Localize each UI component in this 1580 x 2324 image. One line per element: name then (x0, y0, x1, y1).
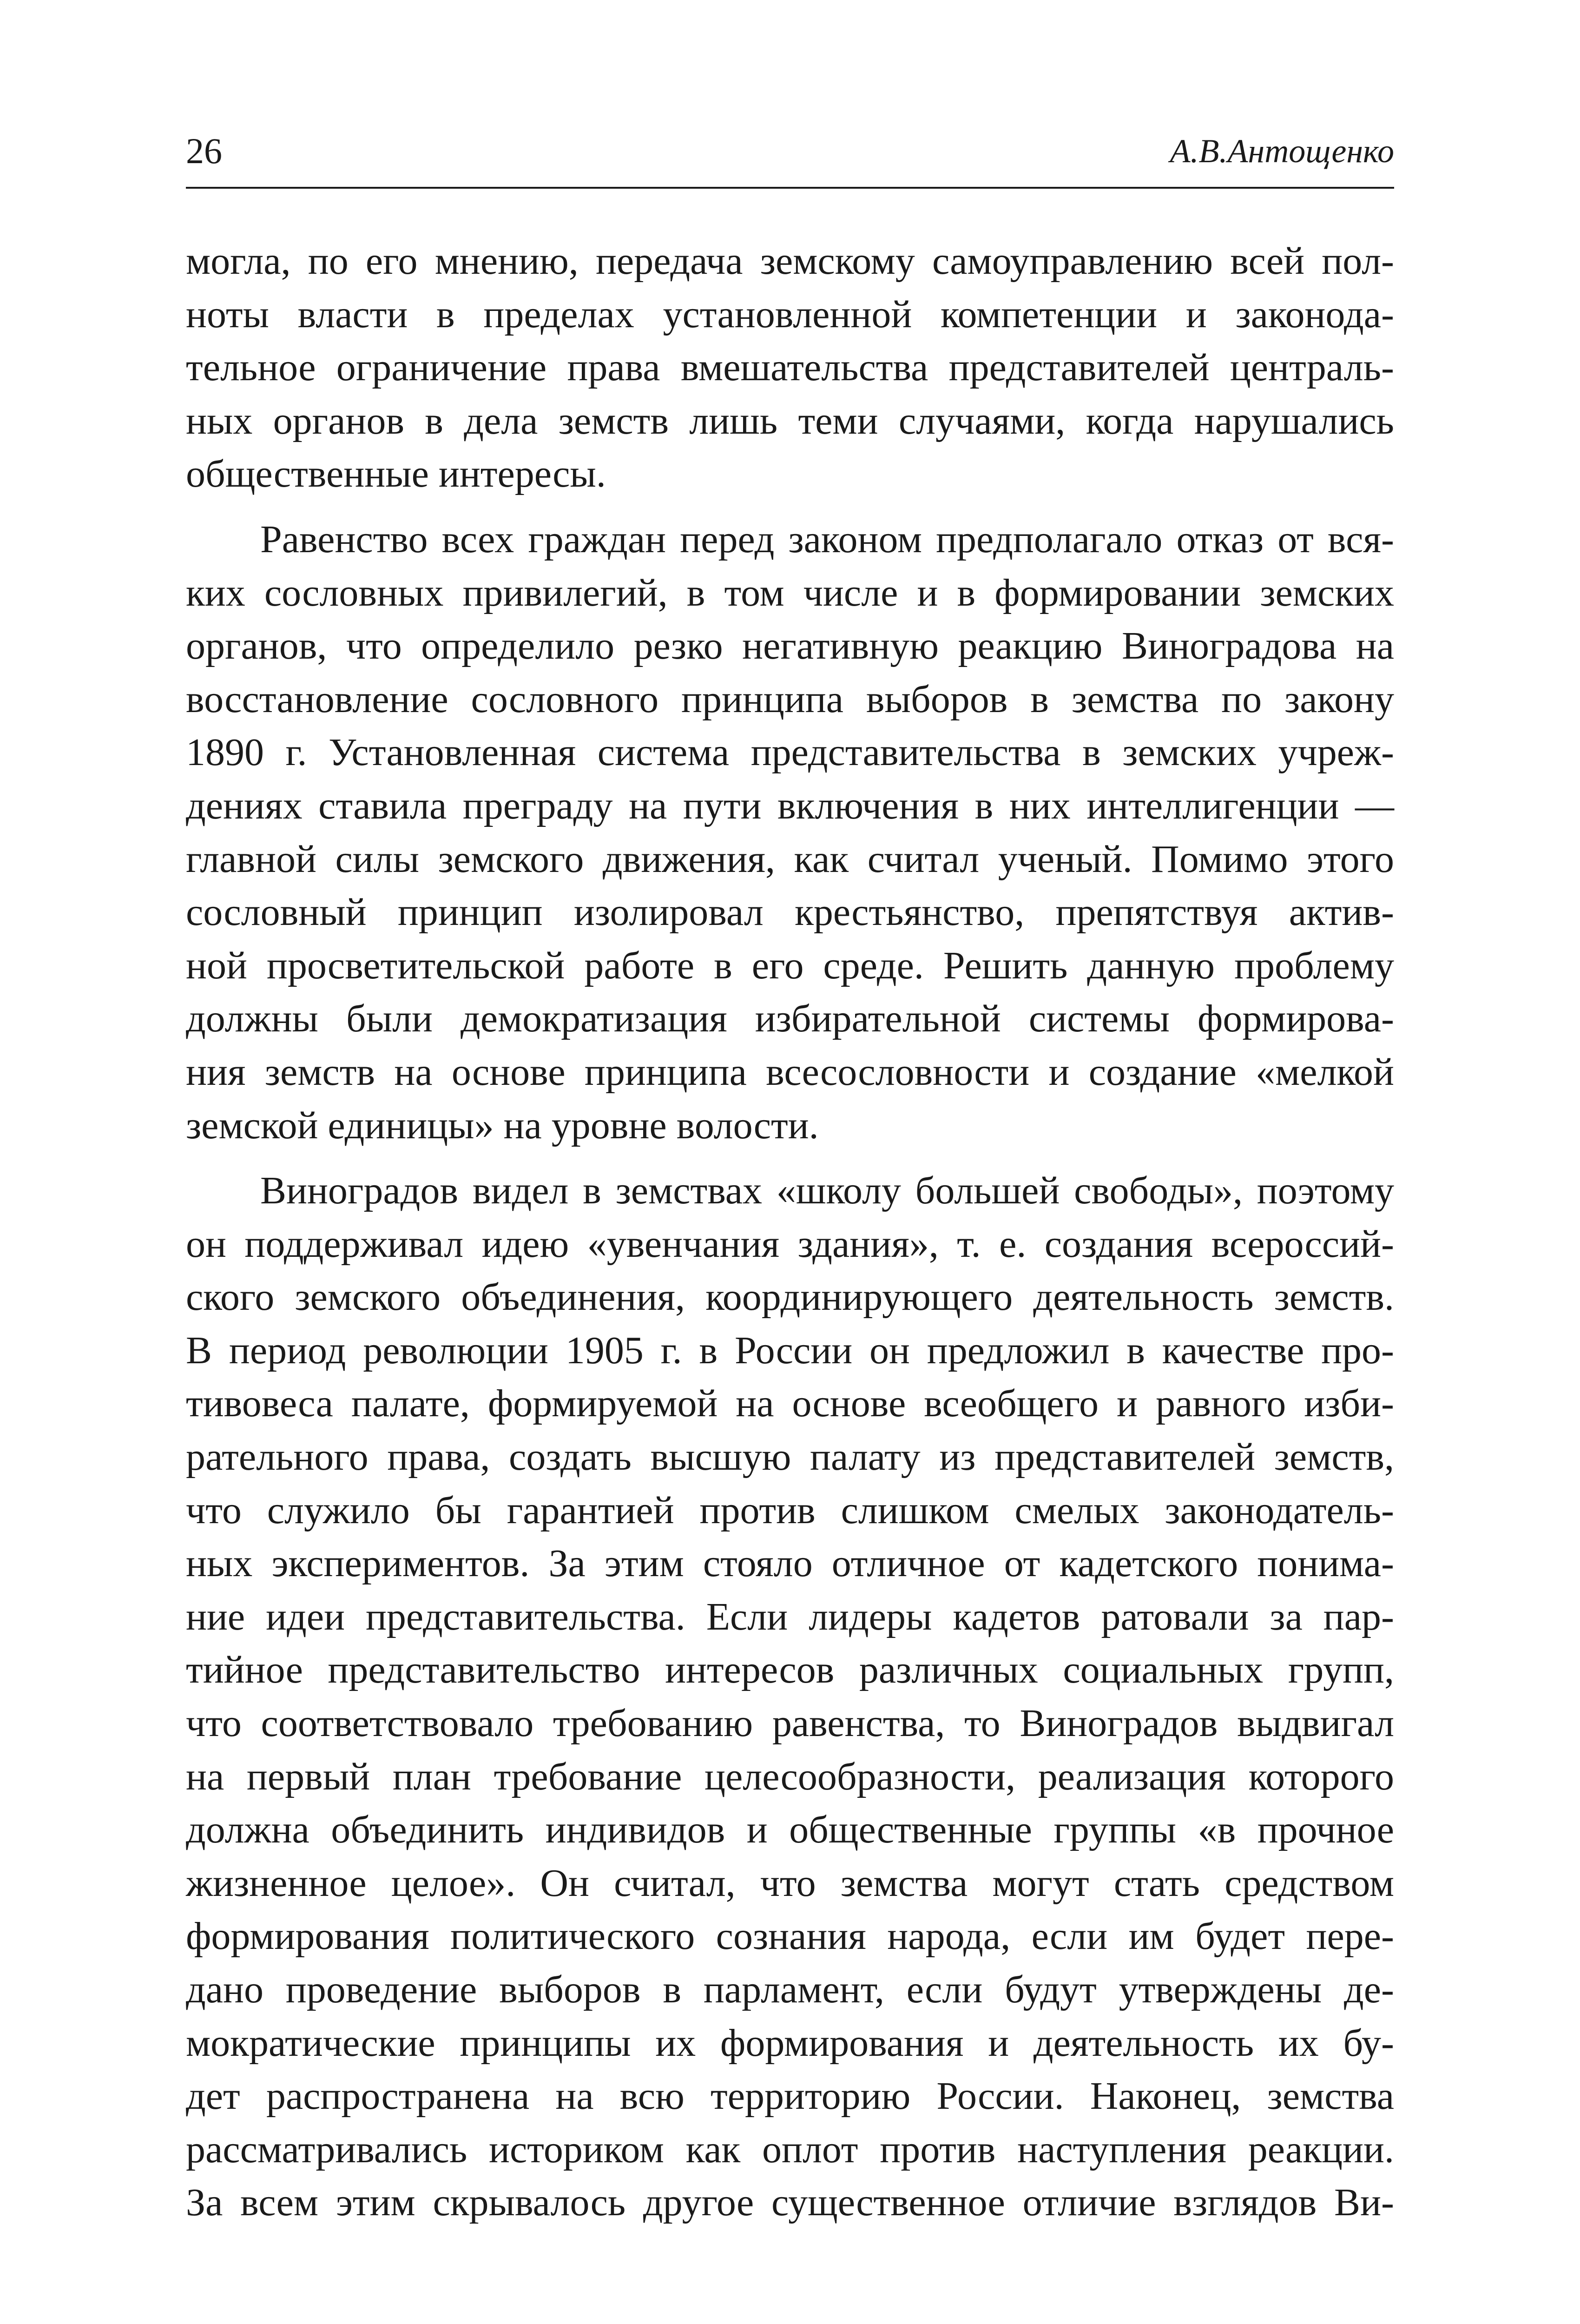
text-line: рассматривались историком как оплот против наступления реакции. (186, 2127, 1394, 2171)
text-line: что соответствовало требованию равенства, то Виноградов выдвигал (186, 1702, 1394, 1745)
text-line: органов, что определило резко негативную реакцию Виноградова на (186, 624, 1394, 668)
text-line: За всем этим скрывалось другое существенное отличие взглядов Ви- (186, 2181, 1394, 2225)
text-line: на первый план требование целесообразности, реализация которого (186, 1755, 1394, 1798)
text-line: ноты власти в пределах установленной компетенции и законода- (186, 292, 1394, 336)
text-line: что служило бы гарантией против слишком смелых законодатель- (186, 1488, 1394, 1532)
text-line: ния земств на основе принципа всесословности и создание «мелкой (186, 1050, 1394, 1094)
text-line: сословный принцип изолировал крестьянство, препятствуя актив- (186, 891, 1394, 934)
text-line: мократические принципы их формирования и деятельность их бу- (186, 2021, 1394, 2065)
header-rule (186, 187, 1394, 189)
paragraph (186, 513, 1394, 1152)
text-line: дениях ставила преграду на пути включения в них интеллигенции — (186, 784, 1394, 827)
text-line: ных экспериментов. За этим стояло отличное от кадетского понима- (186, 1542, 1394, 1585)
text-line: общественные интересы. (186, 452, 606, 496)
text-line: ных органов в дела земств лишь теми случаями, когда нарушались (186, 399, 1394, 442)
text-line: тельное ограничение права вмешательства представителей централь- (186, 346, 1394, 390)
text-line: жизненное целое». Он считал, что земства могут стать средством (186, 1861, 1394, 1905)
text-line: формирования политического сознания народа, если им будет пере- (186, 1915, 1394, 1958)
text-line: Равенство всех граждан перед законом предполагало отказ от вся- (260, 517, 1394, 561)
text-line: 1890 г. Установленная система представительства в земских учреж- (186, 731, 1394, 774)
book-page (186, 0, 1394, 2324)
text-line: он поддерживал идею «увенчания здания», т. е. создания всероссий- (186, 1222, 1394, 1266)
text-line: ского земского объединения, координирующего деятельность земств. (186, 1275, 1394, 1319)
text-line: ной просветительской работе в его среде. Решить данную проблему (186, 944, 1394, 987)
text-line: тийное представительство интересов различных социальных групп, (186, 1648, 1394, 1692)
page-header (186, 125, 1394, 181)
paragraph (186, 235, 1394, 501)
text-line: дет распространена на всю территорию России. Наконец, земства (186, 2074, 1394, 2118)
body-text (186, 235, 1394, 2230)
text-line: В период революции 1905 г. в России он предложил в качестве про- (186, 1328, 1394, 1372)
text-line: Виноградов видел в земствах «школу большей свободы», поэтому (260, 1169, 1394, 1213)
text-line: должна объединить индивидов и общественные группы «в прочное (186, 1808, 1394, 1852)
text-line: тивовеса палате, формируемой на основе всеобщего и равного изби- (186, 1382, 1394, 1426)
text-line: должны были демократизация избирательной системы формирова- (186, 997, 1394, 1041)
text-line: рательного права, создать высшую палату из представителей земств, (186, 1435, 1394, 1479)
text-line: земской единицы» на уровне волости. (186, 1103, 819, 1147)
text-line: дано проведение выборов в парламент, если будут утверждены де- (186, 1968, 1394, 2011)
text-line: ние идеи представительства. Если лидеры кадетов ратовали за пар- (186, 1595, 1394, 1638)
paragraph (186, 1164, 1394, 2230)
text-line: ких сословных привилегий, в том числе и в формировании земских (186, 571, 1394, 614)
text-line: главной силы земского движения, как считал ученый. Помимо этого (186, 837, 1394, 881)
running-head-author: А.В.Антощенко (1170, 132, 1394, 170)
text-line: восстановление сословного принципа выборов в земства по закону (186, 677, 1394, 721)
text-line: могла, по его мнению, передача земскому самоуправлению всей пол- (186, 239, 1394, 283)
page-number: 26 (186, 131, 222, 171)
